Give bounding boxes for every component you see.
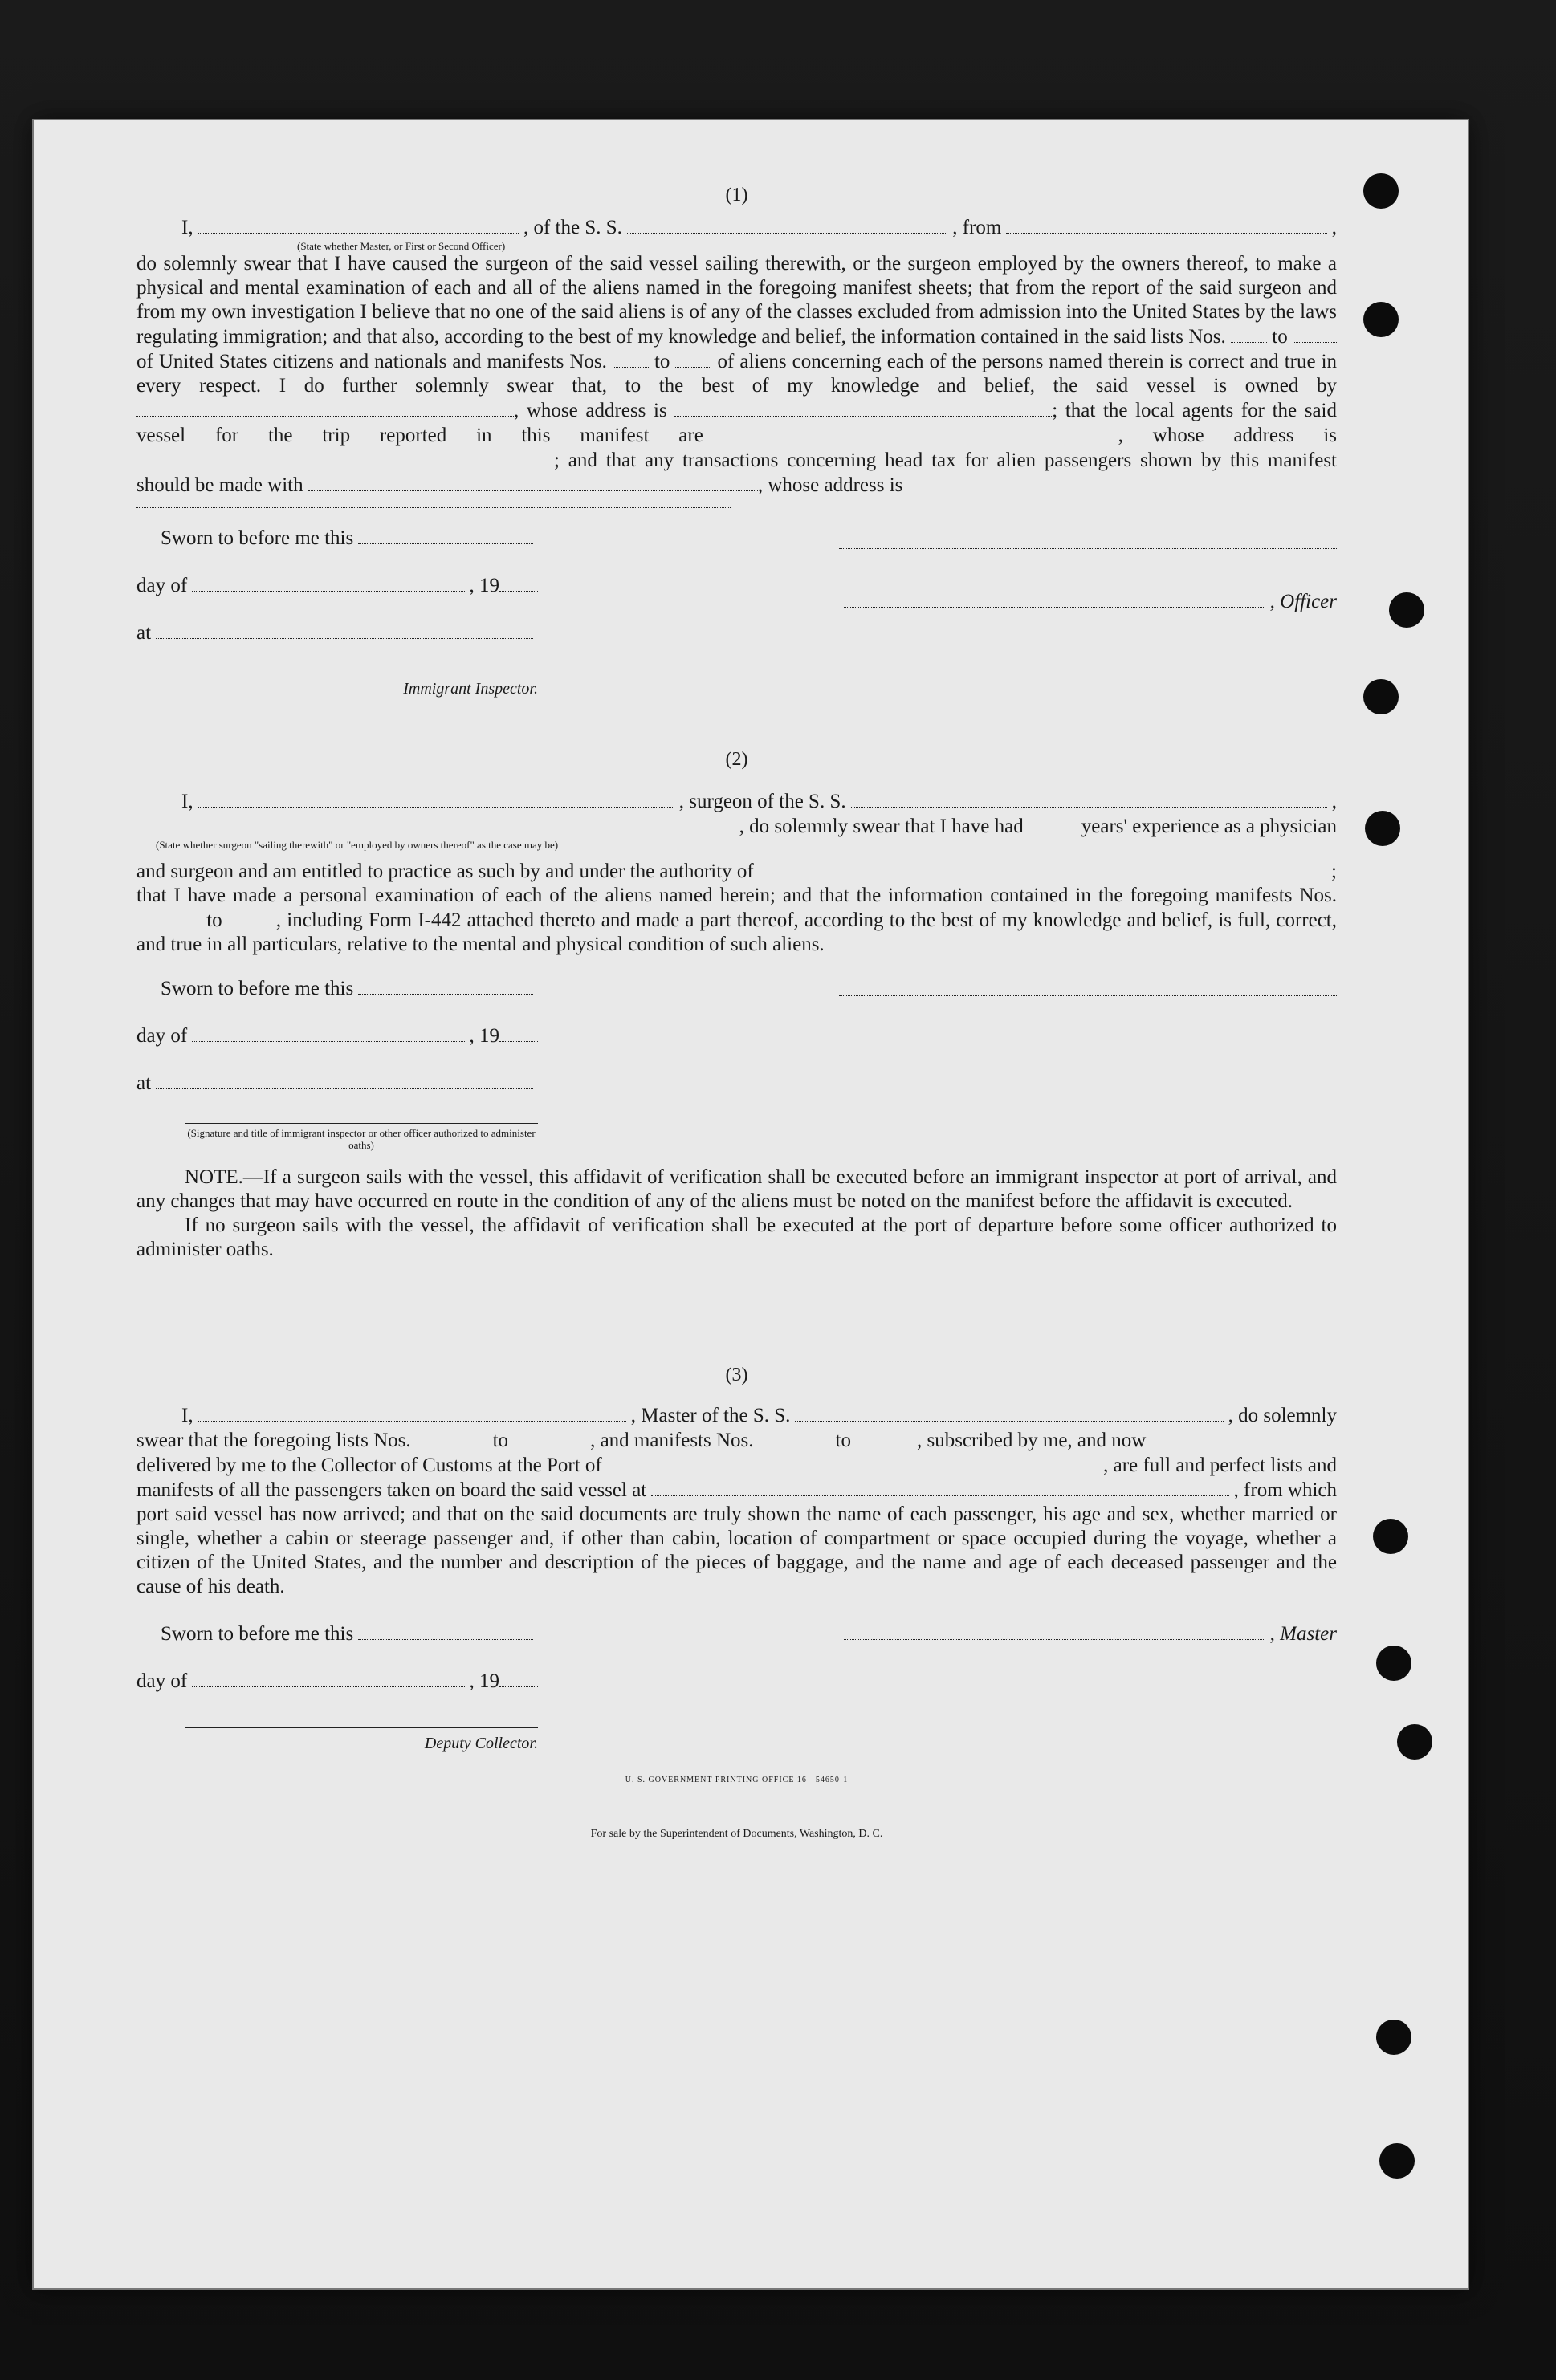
ship-name-field[interactable]: [851, 789, 1327, 808]
surgeon-swear-line: [136, 814, 1337, 839]
lists-text: swear that the foregoing lists Nos.: [136, 1430, 411, 1451]
port-from-field[interactable]: [1006, 215, 1326, 234]
section-number: (2): [725, 749, 748, 770]
month-field[interactable]: [192, 1023, 464, 1042]
form-content: [136, 183, 1337, 1846]
text-to: to: [654, 351, 670, 372]
oath-text-5: ; and that any transactions concerning head tax for alien passengers shown by this manifest should be made with: [136, 450, 1337, 496]
section2-sworn-block: [136, 976, 538, 1151]
list-from-field[interactable]: [1231, 324, 1267, 343]
text-i: I,: [181, 791, 193, 812]
officer-label: , Officer: [1269, 591, 1337, 612]
section2-signature-block: [136, 976, 1337, 1151]
manifest-from-field[interactable]: [613, 349, 649, 368]
text-whose-address: , whose address is: [514, 400, 667, 421]
section3-signature-block: [136, 1621, 1337, 1756]
sale-notice: For sale by the Superintendent of Documents, Washington, D. C.: [590, 1828, 883, 1840]
head-tax-party-field[interactable]: [308, 473, 758, 491]
port-text: delivered by me to the Collector of Customs at the Port of: [136, 1454, 602, 1476]
at-line: [136, 620, 538, 645]
oath-text-3: of aliens concerning each of the persons named therein is correct and true in every respect. I do further solemnly swear that, to the best of my knowledge and belief, the said vessel is owned by: [136, 351, 1338, 397]
month-field[interactable]: [192, 1669, 464, 1687]
punch-hole: [1363, 173, 1399, 209]
years-field[interactable]: [1029, 814, 1077, 832]
text-whose-address: , whose address is: [757, 474, 903, 496]
officer-hint: (State whether Master, or First or Second Officer): [297, 240, 506, 252]
manifest-to-field[interactable]: [675, 349, 711, 368]
section-number: (1): [725, 185, 748, 205]
punch-hole: [1389, 592, 1424, 628]
section3-sworn-block: [136, 1621, 538, 1756]
inspector-signature-field[interactable]: [185, 665, 538, 673]
ship-name-field[interactable]: [795, 1403, 1223, 1422]
manifest-to-field[interactable]: [856, 1428, 912, 1446]
officer-signature-field[interactable]: [185, 1117, 538, 1124]
text-from: , from: [952, 217, 1002, 238]
inspector-caption: Immigrant Inspector.: [403, 680, 538, 698]
authority-field[interactable]: [759, 859, 1326, 877]
printing-office-line: U. S. GOVERNMENT PRINTING OFFICE 16—54650-1: [625, 1776, 849, 1784]
text-and-manifests: , and manifests Nos.: [590, 1430, 754, 1451]
text-to: to: [835, 1430, 851, 1451]
text-day-of: day of: [136, 1025, 188, 1047]
day-line: [136, 1023, 538, 1048]
note-paragraph: NOTE.—If a surgeon sails with the vessel, this affidavit of verification shall be executed before an immigrant inspector at port of arrival, and any changes that may have occurred en route in the condition of any of the aliens must be noted on the manifest before the affidavit is executed.: [136, 1166, 1337, 1212]
deputy-caption: Deputy Collector.: [424, 1735, 538, 1752]
punch-hole: [1376, 1646, 1411, 1681]
collector-signature-field[interactable]: [185, 1719, 538, 1728]
sworn-line: [136, 976, 538, 1001]
text-sworn: Sworn to before me this: [161, 1623, 354, 1645]
month-field[interactable]: [192, 573, 464, 592]
text-year: , 19: [469, 575, 499, 596]
text-subscribed: , subscribed by me, and now: [916, 1430, 1147, 1451]
sworn-line: [136, 1621, 538, 1646]
officer-signature-block: [839, 529, 1337, 614]
officer-oath-line: [136, 215, 1337, 240]
place-field[interactable]: [156, 1071, 533, 1089]
manifest-from-field[interactable]: [136, 908, 201, 926]
authority-line: and surgeon and am entitled to practice as such by and under the authority of ;: [136, 860, 1337, 882]
signature-field-top[interactable]: [839, 529, 1337, 549]
text-full-perfect: , are full and perfect lists and: [1103, 1454, 1337, 1476]
at-line: [136, 1071, 538, 1096]
text-surgeon-of: , surgeon of the S. S.: [678, 791, 846, 812]
text-at: at: [136, 1072, 152, 1094]
ship-name-field[interactable]: [627, 215, 947, 234]
agents-address-field[interactable]: [136, 448, 554, 466]
surgeon-status-field[interactable]: [136, 814, 735, 832]
vessel-port-line: [136, 1478, 1337, 1503]
year-field[interactable]: [499, 1669, 538, 1687]
punch-hole: [1379, 2143, 1415, 2179]
master-signature-block: [839, 1621, 1337, 1646]
text-year: , 19: [469, 1025, 499, 1047]
text-day-of: day of: [136, 575, 188, 596]
owner-field[interactable]: [136, 398, 514, 417]
oath-text-1: do solemnly swear that I have caused the surgeon of the said vessel sailing therewith, or the surgeon employed by the owners thereof, to make a physical and mental examination of each and all of the aliens named in the foregoing manifest sheets; that from the report of the said surgeon and from my own investigation I believe that no one of the said aliens is of any of the classes excluded from admission into the United States by the laws regulating immigration; and that also, according to the best of my knowledge and belief, the information contained in the said lists Nos.: [136, 253, 1337, 348]
manifests-text: manifests of all the passengers taken on board the said vessel at: [136, 1479, 647, 1501]
text-whose-address: whose address is: [1152, 425, 1338, 446]
oath-text-2: of United States citizens and nationals and manifests Nos.: [136, 351, 607, 372]
list-to-field[interactable]: [513, 1428, 585, 1446]
text-master-of: , Master of the S. S.: [630, 1405, 791, 1426]
master-label: , Master: [1269, 1623, 1337, 1645]
text-i: I,: [181, 1405, 193, 1426]
text-i: I,: [181, 217, 193, 238]
surgeon-text-2: , including Form I-442 attached thereto and made a part thereof, according to the best of my knowledge and belief, is full, correct, and true in all particulars, relative to the mental and physical condition of such aliens.: [136, 909, 1338, 955]
section1-signature-block: [136, 526, 1337, 701]
surgeon-oath-line: I, , surgeon of the S. S. ,: [136, 789, 1337, 814]
owner-address-field[interactable]: [674, 398, 1052, 417]
text-swear: , do solemnly swear that I have had: [739, 816, 1024, 837]
punch-hole: [1373, 1519, 1408, 1554]
surgeon-text-1: that I have made a personal examination of each of the aliens named herein; and that the information contained in the foregoing manifests Nos.: [136, 885, 1337, 906]
master-paragraph: port said vessel has now arrived; and that on the said documents are truly shown the name of each passenger, his age and sex, whether married or single, whether a cabin or steerage passenger and, if other than cabin, location of compartment or space occupied during the voyage, whether a citizen of the United States, and the number and description of the pieces of baggage, and the name and age of each deceased passenger and the cause of his death.: [136, 1503, 1337, 1597]
departure-port-field[interactable]: [651, 1478, 1228, 1496]
punch-hole: [1363, 679, 1399, 714]
punch-hole: [1363, 302, 1399, 337]
punch-hole: [1365, 811, 1400, 846]
head-tax-address-field[interactable]: [136, 498, 731, 508]
text-of-ss: , of the S. S.: [523, 217, 622, 238]
note-paragraph-2: If no surgeon sails with the vessel, the affidavit of verification shall be executed at the port of departure before some officer authorized to administer oaths.: [136, 1214, 1337, 1260]
punch-hole: [1397, 1724, 1432, 1760]
text-comma: ,: [1331, 217, 1337, 238]
officer-signature-field[interactable]: [844, 589, 1265, 608]
text-sworn: Sworn to before me this: [161, 527, 354, 549]
text-year: , 19: [469, 1670, 499, 1692]
text-sworn: Sworn to before me this: [161, 978, 354, 999]
surgeon-name-field[interactable]: [198, 789, 674, 808]
section-number: (3): [725, 1365, 748, 1385]
officer-line: [839, 589, 1337, 614]
surgeon-signature-block: [839, 976, 1337, 996]
sworn-day-field[interactable]: [358, 1621, 533, 1640]
sworn-line: [136, 526, 538, 551]
year-field[interactable]: [499, 1023, 538, 1042]
sworn-day-field[interactable]: [358, 526, 533, 544]
punch-hole: [1376, 2020, 1411, 2055]
section1-sworn-block: [136, 526, 538, 701]
list-from-field[interactable]: [416, 1428, 488, 1446]
authority-text: and surgeon and am entitled to practice as such by and under the authority of: [136, 860, 754, 882]
text-to: to: [1272, 326, 1288, 348]
text-from-which: , from which: [1233, 1479, 1337, 1501]
manifest-to-field[interactable]: [228, 908, 276, 926]
master-line: [839, 1621, 1337, 1646]
manifest-from-field[interactable]: [759, 1428, 831, 1446]
surgeon-hint: (State whether surgeon "sailing therewith" or "employed by owners thereof" as the case may be): [156, 839, 559, 851]
master-name-field[interactable]: [198, 1403, 626, 1422]
sworn-day-field[interactable]: [358, 976, 533, 995]
collector-port-field[interactable]: [607, 1453, 1098, 1471]
text-to: to: [492, 1430, 509, 1451]
text-years: years' experience as a physician: [1081, 816, 1337, 837]
list-to-field[interactable]: [1293, 324, 1337, 343]
officer-name-field[interactable]: [198, 215, 519, 234]
oath-text-4: that the local agents for the said vessel for the trip reported in this manifest are: [136, 400, 1338, 446]
text-day-of: day of: [136, 1670, 188, 1692]
master-signature-field[interactable]: [844, 1621, 1265, 1640]
master-oath-line: [136, 1403, 1337, 1428]
agents-field[interactable]: [733, 423, 1118, 441]
signature-caption: (Signature and title of immigrant inspector or other officer authorized to administer oaths): [187, 1127, 536, 1151]
port-line: [136, 1453, 1337, 1478]
text-at: at: [136, 622, 152, 644]
oath-paragraph: do solemnly swear that I have caused the surgeon of the said vessel sailing therewith, or the surgeon employed by the owners thereof, to make a physical and mental examination of each and all of the aliens named in the foregoing manifest sheets; that from the report of the said surgeon and from my own investigation I believe that no one of the said aliens is of any of the classes excluded from admission into the United States by the laws regulating immigration; and that also, according to the best of my knowledge and belief, the information contained in the said lists Nos. to of United States citizens and nationals and manifests Nos. to of aliens concerning each of the persons named therein is correct and true in every respect. I do further solemnly swear that, to the best of my knowledge and belief, the said vessel is owned by , whose address is ; that the local agents for the said vessel for the trip reported in this manifest are , whose address is ; and that any transactions concerning head tax for alien passengers shown by this manifest should be made with , whose address is: [136, 253, 1338, 496]
surgeon-paragraph: [136, 884, 1337, 957]
day-line: [136, 573, 538, 598]
surgeon-signature-field[interactable]: [839, 976, 1337, 996]
year-field[interactable]: [499, 573, 538, 592]
day-line: [136, 1669, 538, 1694]
lists-line: [136, 1428, 1337, 1453]
text-to: to: [206, 909, 222, 931]
place-field[interactable]: [156, 620, 533, 639]
text-do-solemnly: , do solemnly: [1228, 1405, 1338, 1426]
